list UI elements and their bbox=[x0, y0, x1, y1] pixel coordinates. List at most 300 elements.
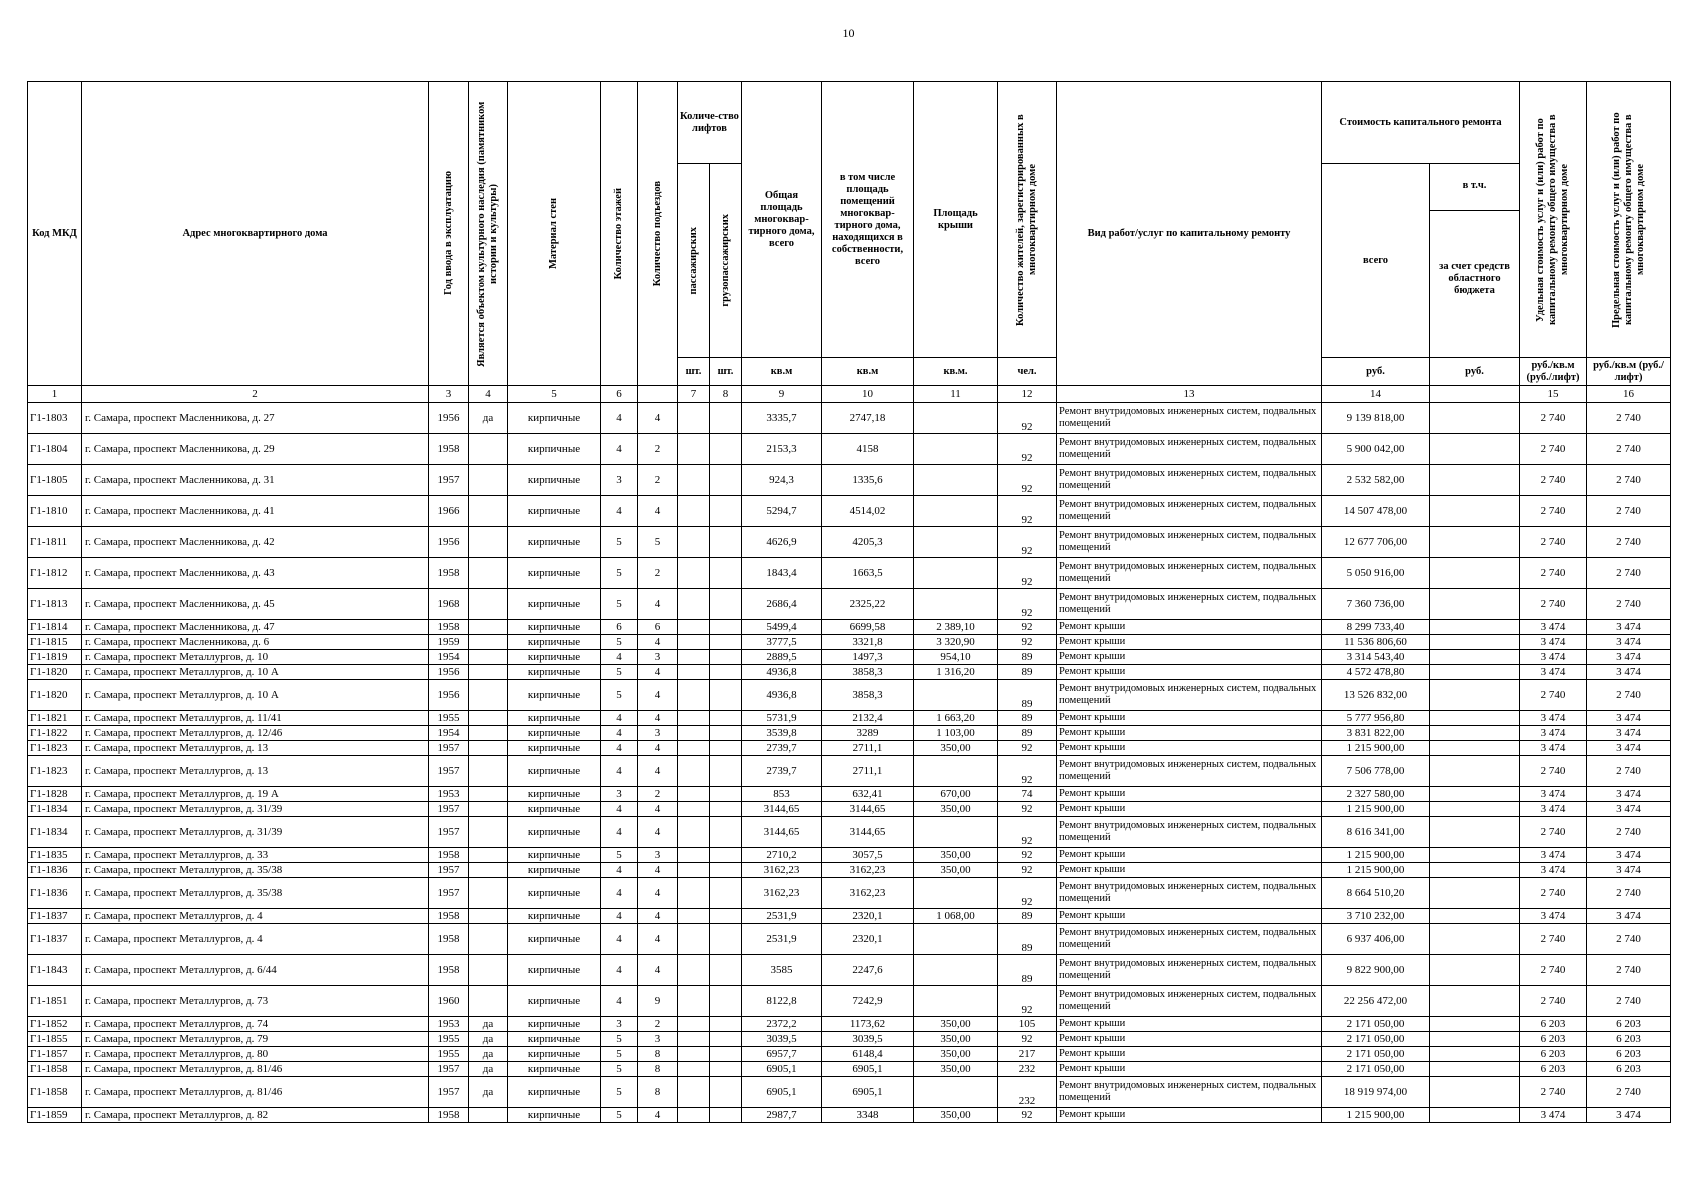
cell-private-area: 2711,1 bbox=[822, 756, 914, 787]
cell-unit-cost: 2 740 bbox=[1520, 986, 1587, 1017]
cell-work-type: Ремонт внутридомовых инженерных систем, подвальных помещений bbox=[1057, 589, 1322, 620]
cell-floors: 5 bbox=[601, 589, 638, 620]
cell-cost-regional bbox=[1430, 986, 1520, 1017]
cell-lifts-passenger bbox=[678, 726, 710, 741]
cell-code: Г1-1857 bbox=[28, 1047, 82, 1062]
cell-total-area: 3162,23 bbox=[742, 863, 822, 878]
cell-material: кирпичные bbox=[508, 680, 601, 711]
cell-total-area: 3144,65 bbox=[742, 817, 822, 848]
cell-residents: 105 bbox=[998, 1017, 1057, 1032]
cell-unit-cost: 3 474 bbox=[1520, 1108, 1587, 1123]
table-row bbox=[28, 955, 1671, 986]
cell-max-cost: 3 474 bbox=[1587, 863, 1671, 878]
cell-cost-regional bbox=[1430, 1077, 1520, 1108]
cell-material: кирпичные bbox=[508, 1047, 601, 1062]
cell-roof-area bbox=[914, 465, 998, 496]
cell-max-cost: 2 740 bbox=[1587, 558, 1671, 589]
cell-unit-cost: 2 740 bbox=[1520, 558, 1587, 589]
cell-year: 1958 bbox=[429, 924, 469, 955]
column-number-row bbox=[28, 386, 1671, 403]
cell-address: г. Самара, проспект Металлургов, д. 19 А bbox=[82, 787, 429, 802]
table-row bbox=[28, 986, 1671, 1017]
cell-lifts-cargo bbox=[710, 434, 742, 465]
cell-unit-cost: 2 740 bbox=[1520, 756, 1587, 787]
cell-cost-regional bbox=[1430, 711, 1520, 726]
cell-cost-regional bbox=[1430, 434, 1520, 465]
cell-code: Г1-1819 bbox=[28, 650, 82, 665]
cell-entrances: 4 bbox=[638, 817, 678, 848]
cell-year: 1958 bbox=[429, 434, 469, 465]
cell-max-cost: 3 474 bbox=[1587, 620, 1671, 635]
table-row bbox=[28, 726, 1671, 741]
cell-lifts-passenger bbox=[678, 878, 710, 909]
cell-total-area: 5294,7 bbox=[742, 496, 822, 527]
header-residents: Количество жителей, зарегистрированных в многоквартирном доме bbox=[998, 82, 1057, 358]
cell-lifts-passenger bbox=[678, 756, 710, 787]
cell-heritage bbox=[469, 635, 508, 650]
cell-private-area: 6905,1 bbox=[822, 1077, 914, 1108]
cell-entrances: 4 bbox=[638, 589, 678, 620]
cell-residents: 92 bbox=[998, 496, 1057, 527]
cell-lifts-cargo bbox=[710, 817, 742, 848]
cell-cost-regional bbox=[1430, 1062, 1520, 1077]
cell-year: 1953 bbox=[429, 1017, 469, 1032]
column-number: 9 bbox=[742, 386, 822, 403]
header-cost-total: всего bbox=[1322, 164, 1430, 358]
header-cost-incl: в т.ч. bbox=[1430, 164, 1519, 211]
cell-private-area: 3858,3 bbox=[822, 680, 914, 711]
cell-lifts-passenger bbox=[678, 711, 710, 726]
cell-unit-cost: 2 740 bbox=[1520, 680, 1587, 711]
table-row bbox=[28, 848, 1671, 863]
cell-cost-total: 18 919 974,00 bbox=[1322, 1077, 1430, 1108]
cell-private-area: 7242,9 bbox=[822, 986, 914, 1017]
cell-unit-cost: 3 474 bbox=[1520, 863, 1587, 878]
cell-address: г. Самара, проспект Масленникова, д. 47 bbox=[82, 620, 429, 635]
cell-year: 1968 bbox=[429, 589, 469, 620]
cell-max-cost: 2 740 bbox=[1587, 680, 1671, 711]
cell-entrances: 4 bbox=[638, 802, 678, 817]
cell-work-type: Ремонт внутридомовых инженерных систем, подвальных помещений bbox=[1057, 878, 1322, 909]
cell-cost-total: 9 139 818,00 bbox=[1322, 403, 1430, 434]
unit-residents: чел. bbox=[998, 358, 1057, 386]
cell-private-area: 3162,23 bbox=[822, 863, 914, 878]
cell-material: кирпичные bbox=[508, 620, 601, 635]
cell-lifts-cargo bbox=[710, 1108, 742, 1123]
cell-private-area: 4205,3 bbox=[822, 527, 914, 558]
cell-code: Г1-1822 bbox=[28, 726, 82, 741]
cell-material: кирпичные bbox=[508, 986, 601, 1017]
cell-material: кирпичные bbox=[508, 955, 601, 986]
cell-total-area: 5499,4 bbox=[742, 620, 822, 635]
cell-total-area: 2739,7 bbox=[742, 741, 822, 756]
cell-cost-regional bbox=[1430, 680, 1520, 711]
cell-roof-area: 3 320,90 bbox=[914, 635, 998, 650]
cell-total-area: 2372,2 bbox=[742, 1017, 822, 1032]
cell-cost-total: 2 171 050,00 bbox=[1322, 1047, 1430, 1062]
cell-code: Г1-1814 bbox=[28, 620, 82, 635]
cell-unit-cost: 3 474 bbox=[1520, 787, 1587, 802]
cell-code: Г1-1836 bbox=[28, 878, 82, 909]
cell-code: Г1-1858 bbox=[28, 1062, 82, 1077]
table-row bbox=[28, 650, 1671, 665]
column-number: 15 bbox=[1520, 386, 1587, 403]
cell-roof-area bbox=[914, 527, 998, 558]
cell-year: 1956 bbox=[429, 527, 469, 558]
cell-residents: 92 bbox=[998, 635, 1057, 650]
cell-heritage: да bbox=[469, 403, 508, 434]
cell-residents: 92 bbox=[998, 848, 1057, 863]
cell-work-type: Ремонт крыши bbox=[1057, 650, 1322, 665]
cell-material: кирпичные bbox=[508, 465, 601, 496]
cell-unit-cost: 2 740 bbox=[1520, 527, 1587, 558]
cell-roof-area: 350,00 bbox=[914, 741, 998, 756]
cell-entrances: 8 bbox=[638, 1062, 678, 1077]
cell-lifts-cargo bbox=[710, 620, 742, 635]
header-cost-regional-block bbox=[1430, 164, 1520, 358]
cell-cost-regional bbox=[1430, 802, 1520, 817]
cell-unit-cost: 3 474 bbox=[1520, 650, 1587, 665]
column-number: 12 bbox=[998, 386, 1057, 403]
cell-lifts-passenger bbox=[678, 1062, 710, 1077]
header-code: Код МКД bbox=[28, 82, 82, 386]
cell-year: 1956 bbox=[429, 665, 469, 680]
cell-roof-area: 1 316,20 bbox=[914, 665, 998, 680]
cell-code: Г1-1851 bbox=[28, 986, 82, 1017]
table-row bbox=[28, 589, 1671, 620]
cell-cost-total: 5 900 042,00 bbox=[1322, 434, 1430, 465]
cell-entrances: 4 bbox=[638, 665, 678, 680]
cell-material: кирпичные bbox=[508, 589, 601, 620]
cell-unit-cost: 2 740 bbox=[1520, 496, 1587, 527]
cell-heritage bbox=[469, 589, 508, 620]
table-row bbox=[28, 434, 1671, 465]
cell-code: Г1-1821 bbox=[28, 711, 82, 726]
cell-work-type: Ремонт крыши bbox=[1057, 620, 1322, 635]
cell-total-area: 3335,7 bbox=[742, 403, 822, 434]
cell-roof-area: 1 663,20 bbox=[914, 711, 998, 726]
header-heritage: Является объектом культурного наследия (памятником истории и культуры) bbox=[469, 82, 508, 386]
cell-roof-area bbox=[914, 496, 998, 527]
cell-material: кирпичные bbox=[508, 802, 601, 817]
cell-lifts-passenger bbox=[678, 650, 710, 665]
cell-residents: 232 bbox=[998, 1062, 1057, 1077]
table-row bbox=[28, 1017, 1671, 1032]
cell-total-area: 2739,7 bbox=[742, 756, 822, 787]
cell-private-area: 3144,65 bbox=[822, 817, 914, 848]
cell-cost-total: 1 215 900,00 bbox=[1322, 741, 1430, 756]
cell-cost-regional bbox=[1430, 1017, 1520, 1032]
table-row bbox=[28, 527, 1671, 558]
unit-unit-cost: руб./кв.м (руб./лифт) bbox=[1520, 358, 1587, 386]
header-entrances: Количество подъездов bbox=[638, 82, 678, 386]
cell-total-area: 3144,65 bbox=[742, 802, 822, 817]
cell-total-area: 3039,5 bbox=[742, 1032, 822, 1047]
cell-unit-cost: 3 474 bbox=[1520, 635, 1587, 650]
cell-year: 1957 bbox=[429, 1062, 469, 1077]
cell-address: г. Самара, проспект Металлургов, д. 79 bbox=[82, 1032, 429, 1047]
cell-cost-regional bbox=[1430, 787, 1520, 802]
cell-cost-regional bbox=[1430, 465, 1520, 496]
cell-heritage bbox=[469, 527, 508, 558]
cell-cost-regional bbox=[1430, 955, 1520, 986]
cell-lifts-cargo bbox=[710, 558, 742, 589]
cell-year: 1957 bbox=[429, 878, 469, 909]
cell-private-area: 3321,8 bbox=[822, 635, 914, 650]
cell-address: г. Самара, проспект Металлургов, д. 10 А bbox=[82, 665, 429, 680]
cell-floors: 4 bbox=[601, 650, 638, 665]
cell-address: г. Самара, проспект Металлургов, д. 31/39 bbox=[82, 817, 429, 848]
cell-code: Г1-1823 bbox=[28, 756, 82, 787]
cell-work-type: Ремонт внутридомовых инженерных систем, подвальных помещений bbox=[1057, 680, 1322, 711]
cell-heritage bbox=[469, 465, 508, 496]
cell-cost-regional bbox=[1430, 924, 1520, 955]
cell-entrances: 4 bbox=[638, 741, 678, 756]
cell-private-area: 6699,58 bbox=[822, 620, 914, 635]
cell-lifts-cargo bbox=[710, 924, 742, 955]
cell-entrances: 6 bbox=[638, 620, 678, 635]
cell-max-cost: 2 740 bbox=[1587, 434, 1671, 465]
cell-residents: 92 bbox=[998, 863, 1057, 878]
cell-private-area: 6905,1 bbox=[822, 1062, 914, 1077]
cell-entrances: 8 bbox=[638, 1047, 678, 1062]
cell-work-type: Ремонт внутридомовых инженерных систем, подвальных помещений bbox=[1057, 986, 1322, 1017]
cell-cost-regional bbox=[1430, 496, 1520, 527]
cell-address: г. Самара, проспект Металлургов, д. 82 bbox=[82, 1108, 429, 1123]
cell-cost-total: 3 710 232,00 bbox=[1322, 909, 1430, 924]
cell-address: г. Самара, проспект Масленникова, д. 31 bbox=[82, 465, 429, 496]
unit-private-area: кв.м bbox=[822, 358, 914, 386]
cell-max-cost: 3 474 bbox=[1587, 848, 1671, 863]
cell-entrances: 3 bbox=[638, 848, 678, 863]
cell-residents: 89 bbox=[998, 680, 1057, 711]
cell-total-area: 1843,4 bbox=[742, 558, 822, 589]
cell-year: 1966 bbox=[429, 496, 469, 527]
table-row bbox=[28, 1108, 1671, 1123]
cell-entrances: 4 bbox=[638, 680, 678, 711]
cell-work-type: Ремонт крыши bbox=[1057, 665, 1322, 680]
cell-roof-area bbox=[914, 680, 998, 711]
cell-entrances: 4 bbox=[638, 878, 678, 909]
cell-work-type: Ремонт крыши bbox=[1057, 726, 1322, 741]
cell-cost-regional bbox=[1430, 558, 1520, 589]
cell-heritage bbox=[469, 680, 508, 711]
cell-residents: 92 bbox=[998, 1108, 1057, 1123]
header-max-cost: Предельная стоимость услуг и (или) работ по капитальному ремонту общего имущества в многоквартирном доме bbox=[1587, 82, 1671, 358]
cell-entrances: 2 bbox=[638, 434, 678, 465]
cell-code: Г1-1837 bbox=[28, 924, 82, 955]
cell-residents: 92 bbox=[998, 741, 1057, 756]
column-number: 5 bbox=[508, 386, 601, 403]
cell-total-area: 3777,5 bbox=[742, 635, 822, 650]
cell-roof-area: 1 068,00 bbox=[914, 909, 998, 924]
cell-cost-total: 14 507 478,00 bbox=[1322, 496, 1430, 527]
cell-address: г. Самара, проспект Металлургов, д. 11/41 bbox=[82, 711, 429, 726]
cell-private-area: 3162,23 bbox=[822, 878, 914, 909]
cell-lifts-passenger bbox=[678, 527, 710, 558]
cell-max-cost: 6 203 bbox=[1587, 1047, 1671, 1062]
cell-max-cost: 3 474 bbox=[1587, 650, 1671, 665]
cell-work-type: Ремонт крыши bbox=[1057, 1108, 1322, 1123]
cell-unit-cost: 2 740 bbox=[1520, 403, 1587, 434]
cell-heritage bbox=[469, 817, 508, 848]
cell-heritage: да bbox=[469, 1077, 508, 1108]
cell-lifts-passenger bbox=[678, 863, 710, 878]
cell-private-area: 3039,5 bbox=[822, 1032, 914, 1047]
cell-roof-area: 350,00 bbox=[914, 1032, 998, 1047]
cell-heritage bbox=[469, 558, 508, 589]
table-row bbox=[28, 680, 1671, 711]
cell-material: кирпичные bbox=[508, 1108, 601, 1123]
cell-entrances: 3 bbox=[638, 726, 678, 741]
cell-address: г. Самара, проспект Металлургов, д. 74 bbox=[82, 1017, 429, 1032]
cell-cost-regional bbox=[1430, 817, 1520, 848]
cell-material: кирпичные bbox=[508, 909, 601, 924]
cell-work-type: Ремонт крыши bbox=[1057, 863, 1322, 878]
cell-cost-regional bbox=[1430, 726, 1520, 741]
cell-unit-cost: 2 740 bbox=[1520, 924, 1587, 955]
cell-lifts-cargo bbox=[710, 1062, 742, 1077]
cell-floors: 3 bbox=[601, 1017, 638, 1032]
cell-unit-cost: 2 740 bbox=[1520, 465, 1587, 496]
cell-year: 1957 bbox=[429, 817, 469, 848]
cell-roof-area: 350,00 bbox=[914, 848, 998, 863]
cell-entrances: 8 bbox=[638, 1077, 678, 1108]
cell-entrances: 2 bbox=[638, 1017, 678, 1032]
cell-work-type: Ремонт крыши bbox=[1057, 711, 1322, 726]
cell-entrances: 4 bbox=[638, 909, 678, 924]
cell-cost-total: 8 664 510,20 bbox=[1322, 878, 1430, 909]
cell-cost-regional bbox=[1430, 403, 1520, 434]
cell-lifts-cargo bbox=[710, 741, 742, 756]
cell-lifts-passenger bbox=[678, 817, 710, 848]
cell-private-area: 632,41 bbox=[822, 787, 914, 802]
table-row bbox=[28, 496, 1671, 527]
cell-total-area: 6905,1 bbox=[742, 1062, 822, 1077]
cell-code: Г1-1852 bbox=[28, 1017, 82, 1032]
cell-year: 1955 bbox=[429, 711, 469, 726]
cell-lifts-passenger bbox=[678, 589, 710, 620]
cell-entrances: 4 bbox=[638, 863, 678, 878]
cell-max-cost: 2 740 bbox=[1587, 924, 1671, 955]
cell-work-type: Ремонт крыши bbox=[1057, 1062, 1322, 1077]
cell-lifts-cargo bbox=[710, 986, 742, 1017]
cell-floors: 5 bbox=[601, 665, 638, 680]
cell-code: Г1-1804 bbox=[28, 434, 82, 465]
cell-lifts-cargo bbox=[710, 802, 742, 817]
table-row bbox=[28, 787, 1671, 802]
cell-private-area: 2247,6 bbox=[822, 955, 914, 986]
cell-year: 1955 bbox=[429, 1032, 469, 1047]
cell-private-area: 3289 bbox=[822, 726, 914, 741]
table-row bbox=[28, 909, 1671, 924]
cell-floors: 4 bbox=[601, 986, 638, 1017]
cell-lifts-passenger bbox=[678, 1047, 710, 1062]
cell-total-area: 2153,3 bbox=[742, 434, 822, 465]
cell-work-type: Ремонт внутридомовых инженерных систем, подвальных помещений bbox=[1057, 955, 1322, 986]
cell-work-type: Ремонт крыши bbox=[1057, 1032, 1322, 1047]
column-number: 1 bbox=[28, 386, 82, 403]
cell-address: г. Самара, проспект Металлургов, д. 80 bbox=[82, 1047, 429, 1062]
cell-unit-cost: 2 740 bbox=[1520, 589, 1587, 620]
cell-max-cost: 2 740 bbox=[1587, 986, 1671, 1017]
unit-cost-total: руб. bbox=[1322, 358, 1430, 386]
cell-floors: 6 bbox=[601, 620, 638, 635]
cell-residents: 92 bbox=[998, 403, 1057, 434]
cell-cost-total: 9 822 900,00 bbox=[1322, 955, 1430, 986]
cell-lifts-passenger bbox=[678, 955, 710, 986]
cell-residents: 89 bbox=[998, 711, 1057, 726]
cell-work-type: Ремонт крыши bbox=[1057, 787, 1322, 802]
cell-residents: 89 bbox=[998, 955, 1057, 986]
cell-code: Г1-1843 bbox=[28, 955, 82, 986]
cell-lifts-cargo bbox=[710, 665, 742, 680]
cell-year: 1954 bbox=[429, 726, 469, 741]
cell-floors: 4 bbox=[601, 955, 638, 986]
cell-material: кирпичные bbox=[508, 711, 601, 726]
cell-max-cost: 2 740 bbox=[1587, 527, 1671, 558]
cell-residents: 217 bbox=[998, 1047, 1057, 1062]
cell-year: 1956 bbox=[429, 403, 469, 434]
cell-unit-cost: 6 203 bbox=[1520, 1062, 1587, 1077]
cell-total-area: 2987,7 bbox=[742, 1108, 822, 1123]
cell-entrances: 2 bbox=[638, 558, 678, 589]
cell-code: Г1-1820 bbox=[28, 680, 82, 711]
cell-max-cost: 2 740 bbox=[1587, 878, 1671, 909]
cell-unit-cost: 3 474 bbox=[1520, 802, 1587, 817]
cell-code: Г1-1803 bbox=[28, 403, 82, 434]
cell-residents: 92 bbox=[998, 878, 1057, 909]
cell-code: Г1-1859 bbox=[28, 1108, 82, 1123]
cell-address: г. Самара, проспект Металлургов, д. 12/46 bbox=[82, 726, 429, 741]
cell-year: 1956 bbox=[429, 680, 469, 711]
cell-lifts-passenger bbox=[678, 924, 710, 955]
cell-code: Г1-1811 bbox=[28, 527, 82, 558]
cell-work-type: Ремонт крыши bbox=[1057, 635, 1322, 650]
table-row bbox=[28, 741, 1671, 756]
unit-max-cost: руб./кв.м (руб./лифт) bbox=[1587, 358, 1671, 386]
cell-max-cost: 2 740 bbox=[1587, 1077, 1671, 1108]
header-address: Адрес многоквартирного дома bbox=[82, 82, 429, 386]
cell-cost-total: 22 256 472,00 bbox=[1322, 986, 1430, 1017]
cell-total-area: 853 bbox=[742, 787, 822, 802]
cell-cost-regional bbox=[1430, 650, 1520, 665]
cell-private-area: 2132,4 bbox=[822, 711, 914, 726]
cell-max-cost: 2 740 bbox=[1587, 817, 1671, 848]
cell-max-cost: 6 203 bbox=[1587, 1062, 1671, 1077]
cell-cost-regional bbox=[1430, 665, 1520, 680]
cell-cost-total: 2 327 580,00 bbox=[1322, 787, 1430, 802]
cell-residents: 92 bbox=[998, 589, 1057, 620]
cell-address: г. Самара, проспект Металлургов, д. 6/44 bbox=[82, 955, 429, 986]
cell-work-type: Ремонт крыши bbox=[1057, 909, 1322, 924]
cell-material: кирпичные bbox=[508, 756, 601, 787]
cell-unit-cost: 2 740 bbox=[1520, 955, 1587, 986]
table-row bbox=[28, 403, 1671, 434]
column-number: 6 bbox=[601, 386, 638, 403]
cell-year: 1958 bbox=[429, 848, 469, 863]
cell-material: кирпичные bbox=[508, 848, 601, 863]
cell-code: Г1-1815 bbox=[28, 635, 82, 650]
cell-total-area: 6957,7 bbox=[742, 1047, 822, 1062]
cell-heritage bbox=[469, 986, 508, 1017]
cell-cost-regional bbox=[1430, 756, 1520, 787]
cell-floors: 5 bbox=[601, 558, 638, 589]
cell-entrances: 3 bbox=[638, 650, 678, 665]
cell-floors: 5 bbox=[601, 1077, 638, 1108]
cell-code: Г1-1812 bbox=[28, 558, 82, 589]
table-row bbox=[28, 817, 1671, 848]
